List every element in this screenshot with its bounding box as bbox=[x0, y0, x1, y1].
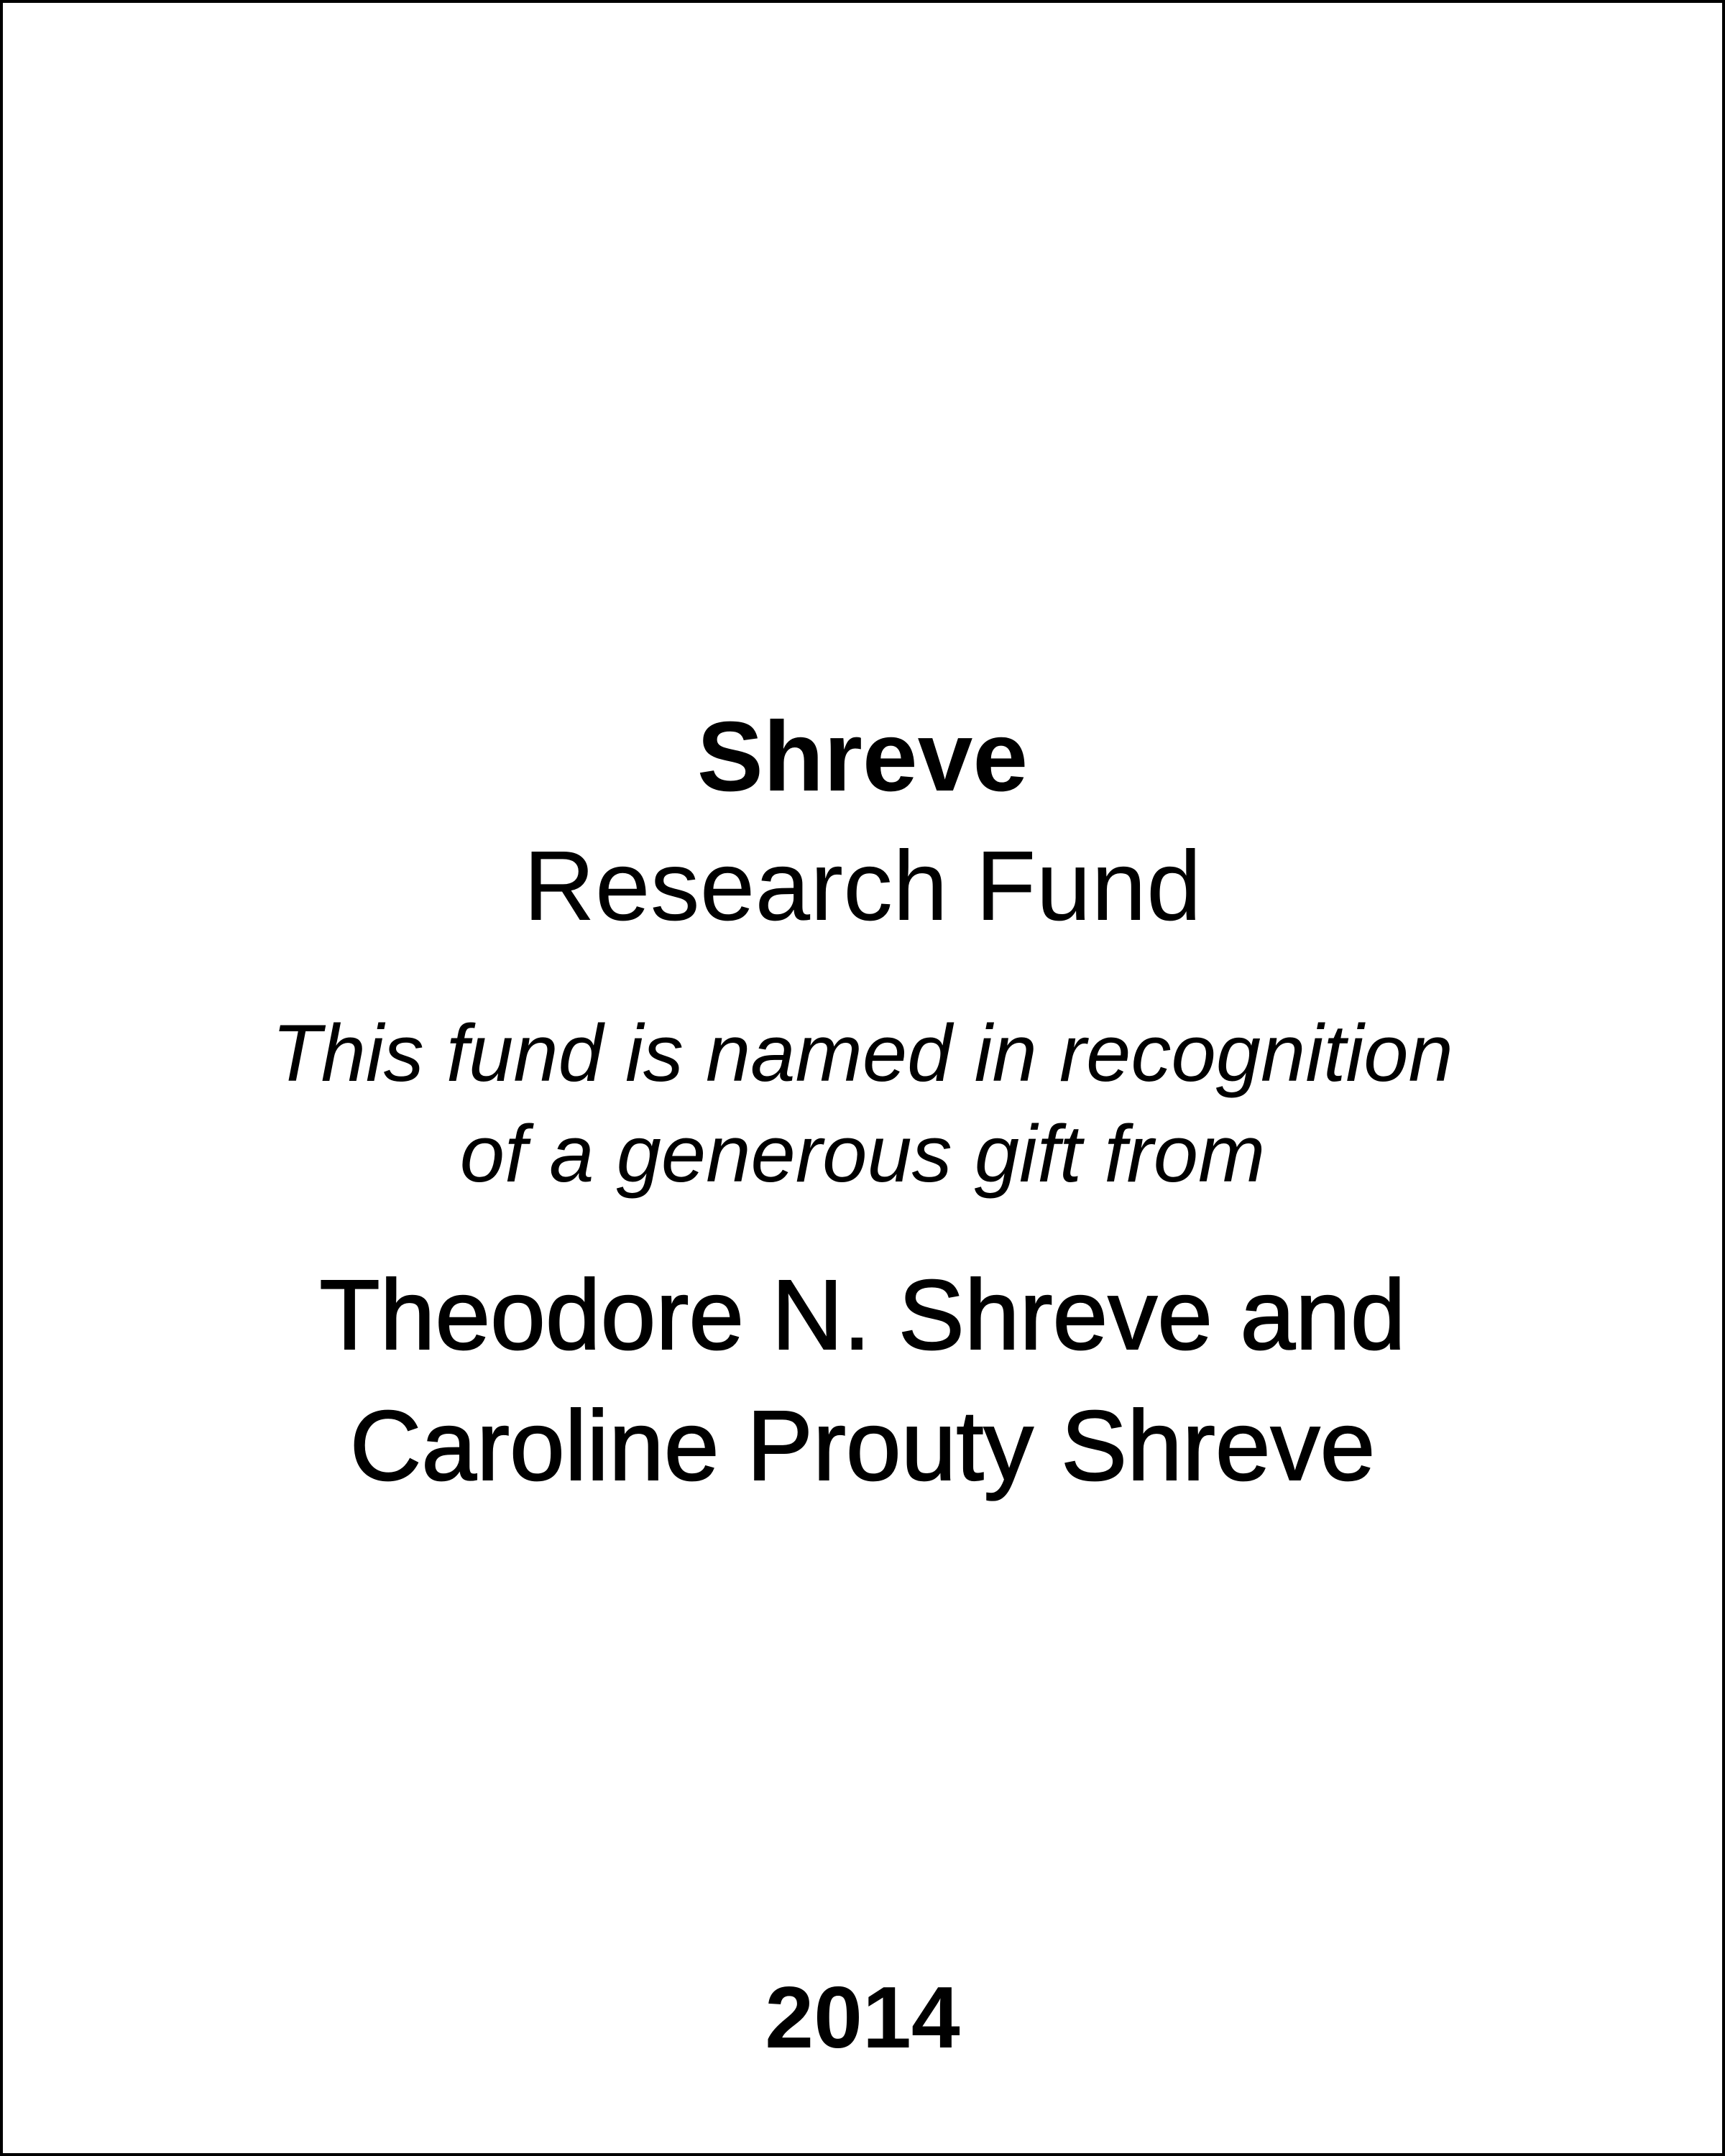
dedication-text bbox=[3, 1003, 1722, 1204]
fund-type-subheading: Research Fund bbox=[523, 831, 1202, 941]
donor-line-1: Theodore N. Shreve and bbox=[319, 1260, 1406, 1370]
fund-name-heading: Shreve bbox=[696, 701, 1029, 812]
donor-names bbox=[3, 1250, 1722, 1511]
dedication-line-1: This fund is named in recognition bbox=[272, 1008, 1453, 1098]
dedication-line-2: of a generous gift from bbox=[459, 1109, 1266, 1199]
gift-year: 2014 bbox=[765, 1968, 960, 2066]
donor-line-2: Caroline Prouty Shreve bbox=[349, 1391, 1376, 1501]
